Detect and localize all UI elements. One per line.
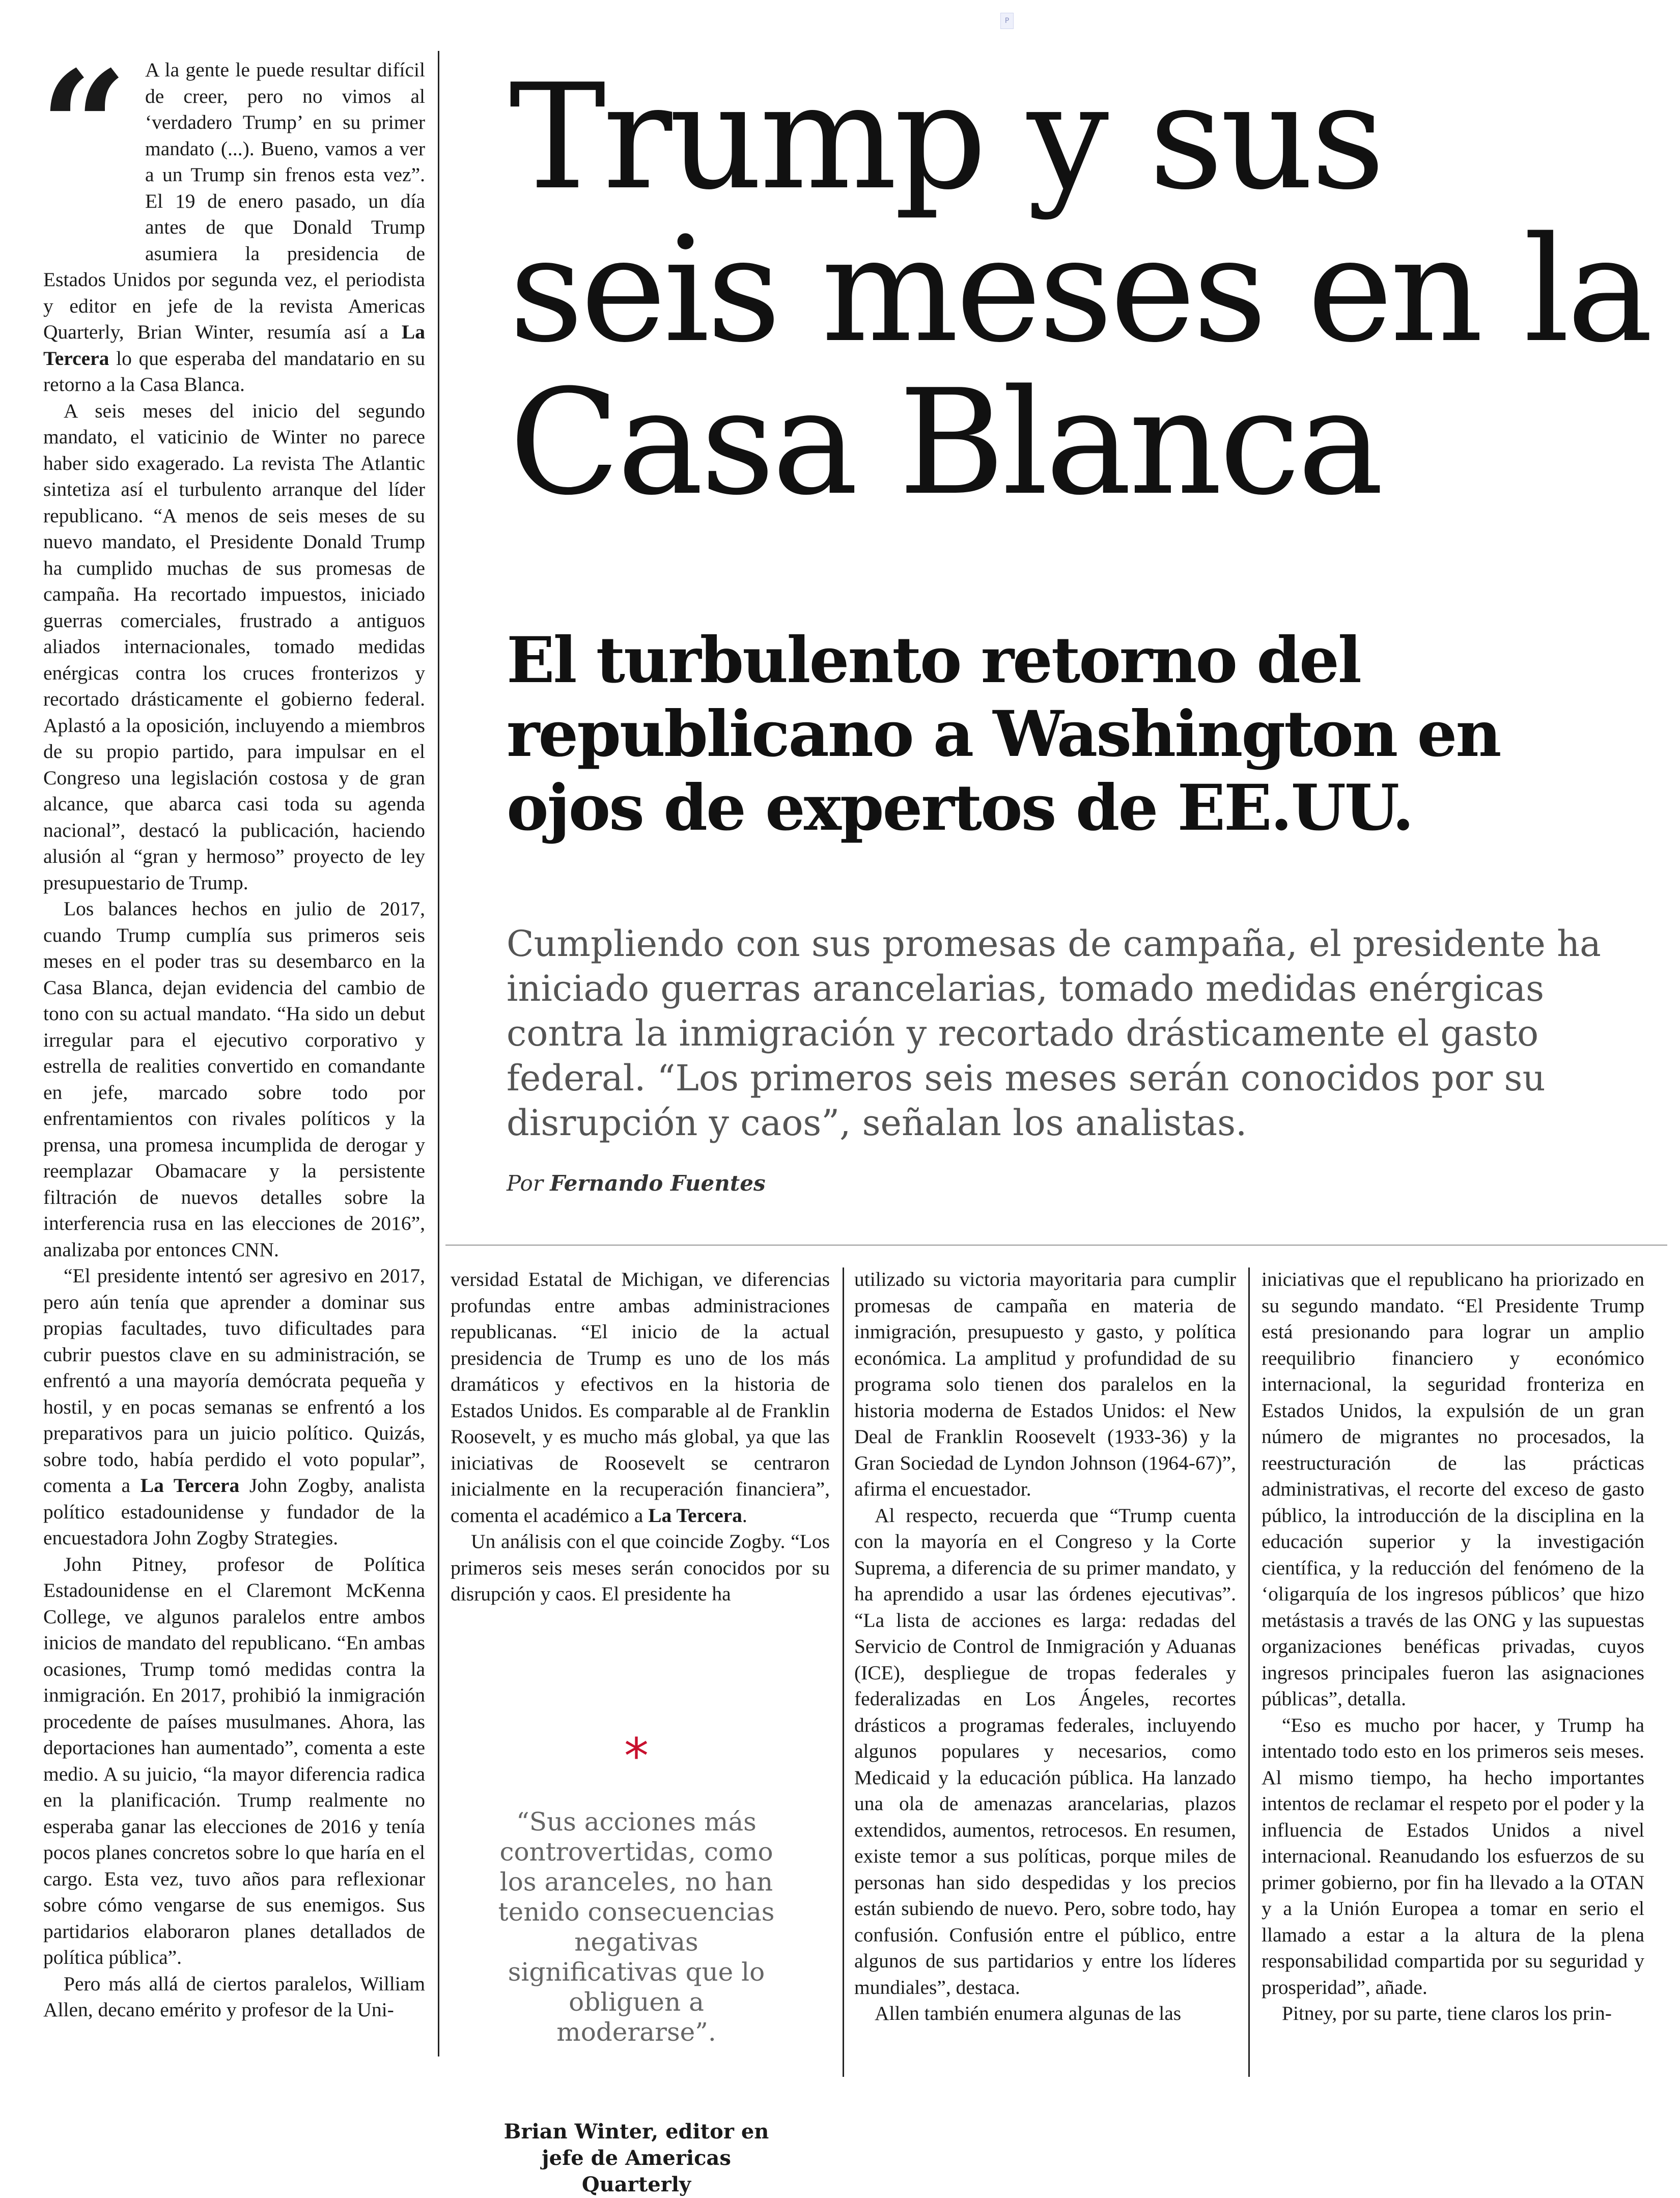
headline-title: Trump y sus seis meses en la Casa Blanca [509,53,1650,527]
text-run: “El presidente intentó ser agresivo en 2017, pero aún tenía que aprender a dominar sus propias facultades, tuvo dificultades para cubrir puestos clave en su administración, se enfrentó a una mayoría demócrata pequeña y hostil, y en pocas semanas se enfrentó a los preparativos para un juicio político. Quizás, sobre todo, había perdido el voto popular”, comenta a [43,1264,425,1497]
paragraph [451,1266,830,1529]
headline-subtitle: El turbulento retorno del republicano a Washington en ojos de expertos de EE.UU. [507,624,1500,845]
lede-paragraph: Cumpliendo con sus promesas de campaña, el presidente ha iniciado guerras arancelarias, tomado medidas enérgicas contra la inmigración y recortado drásticamente el gasto federal. “Los primeros seis meses serán conocidos por su disrupción y caos”, señalan los analistas. [507,923,1601,1144]
column-3 [854,1266,1236,2027]
byline [507,1171,766,1196]
publication-name: La Tercera [140,1474,240,1497]
byline-prefix: Por [507,1171,543,1196]
text-run: John Zogby, analista político estadounidense y fundador de la encuestadora John Zogby Strategies. [43,1474,425,1549]
pull-quote [491,1728,781,2198]
paragraph: John Pitney, profesor de Política Estadounidense en el Claremont McKenna College, ve algunos paralelos entre ambos inicios de mandato del republicano. “En ambas ocasiones, Trump tomó medidas contra la inmigración. En 2017, prohibió la inmigración procedente de países musulmanes. Ahora, las deportaciones han aumentado”, comenta a este medio. A su juicio, “la mayor diferencia radica en la planificación. Trump realmente no esperaba ganar las elecciones de 2016 y tenía pocos planes concretos sobre lo que haría en el cargo. Esta vez, tuvo años para reflexionar sobre cómo vengarse de sus enemigos. Sus partidarios elaboraron planes detallados de política pública”. [43,1553,425,1968]
pull-quote-attribution: Brian Winter, editor en jefe de Americas Quarterly [503,2120,769,2196]
paragraph: Un análisis con el que coincide Zogby. “Los primeros seis meses serán conocidos por su disrupción y caos. El presidente ha [451,1530,830,1605]
page-marker-icon: P [1000,13,1014,29]
text-run: . [742,1504,747,1527]
asterisk-icon: * [624,1728,649,1785]
paragraph: A seis meses del inicio del segundo mandato, el vaticinio de Winter no parece haber sido exagerado. La revista The Atlantic sintetiza así el turbulento arranque del líder republicano. “A menos de seis meses de su nuevo mandato, el Presidente Donald Trump ha cumplido muchas de sus promesas de campaña. Ha recortado impuestos, iniciado guerras comerciales, frustrado a antiguos aliados internacionales, tomado medidas enérgicas contra los cruces fronterizos y recortado drásticamente el gobierno federal. Aplastó a la oposición, incluyendo a miembros de su propio partido, para impulsar en el Congreso una legislación costosa y de gran alcance, que abarca casi toda su agenda nacional”, destacó la publicación, haciendo alusión al “gran y hermoso” proyecto de ley presupuestario de Trump. [43,399,425,894]
section-divider [445,1245,1667,1246]
paragraph: “Eso es mucho por hacer, y Trump ha intentado todo esto en los primeros seis meses. Al mismo tiempo, ha hecho importantes intentos de reclamar el respeto por el poder y la influencia de Estados Unidos a nivel internacional. Reanudando los esfuerzos de su primer gobierno, por fin ha llevado a la OTAN y a la Unión Europea a tomar en serio el llamado a estar a la altura de la plena responsabilidad compartida por su seguridad y prosperidad”, añade. [1262,1713,1644,1998]
paragraph [43,57,425,398]
column-1 [43,57,425,2023]
opening-quote-mark: “ [40,37,128,217]
column-divider [438,51,439,2056]
column-divider [843,1267,844,2077]
paragraph: Allen también enumera algunas de las [875,2002,1182,2024]
paragraph: utilizado su victoria mayoritaria para cumplir promesas de campaña en materia de inmigración, presupuesto y gasto, y política económica. La amplitud y profundidad de su programa solo tienen dos paralelos en la historia moderna de Estados Unidos: el New Deal de Franklin Roosevelt (1933-36) y la Gran Sociedad de Lyndon Johnson (1964-67)”, afirma el encuestador. [854,1268,1236,1500]
text-run: lo que esperaba del mandatario en su retorno a la Casa Blanca. [43,347,425,396]
paragraph: Al respecto, recuerda que “Trump cuenta con la mayoría en el Congreso y la Corte Suprema, a diferencia de su primer mandato, y ha aprendido a usar las órdenes ejecutivas”. “La lista de acciones es larga: redadas del Servicio de Control de Inmigración y Aduanas (ICE), despliegue de tropas federales y federalizadas en Los Ángeles, recortes drásticos a programas federales, incluyendo algunos populares y necesarios, como Medicaid y la educación pública. Ha lanzado una ola de amenazas arancelarias, plazos extendidos, aumentos, retrocesos. En resumen, existe temor a sus políticas, porque miles de personas han sido despedidas y los precios están subiendo de nuevo. Pero, sobre todo, hay confusión. Confusión entre el público, entre algunos de sus partidarios y entre los líderes mundiales”, destaca. [854,1504,1236,1998]
quote-spacer [43,57,145,261]
column-2 [451,1266,830,1608]
text-run: versidad Estatal de Michigan, ve diferencias profundas entre ambas administraciones republicanas. “El inicio de la actual presidencia de Trump es uno de los más dramáticos y efectivos en la historia de Estados Unidos. Es comparable al de Franklin Roosevelt, y es mucho más global, ya que las iniciativas de Roosevelt se centraron inicialmente en la recuperación financiera”, comenta el académico a [451,1268,830,1527]
column-4 [1262,1266,1644,2027]
byline-author: Fernando Fuentes [550,1171,766,1196]
publication-name: La Tercera [43,321,425,370]
column-divider [1248,1267,1250,2077]
paragraph: iniciativas que el republicano ha priorizado en su segundo mandato. “El Presidente Trump está presionando para lograr un amplio reequilibrio financiero y económico internacional, la seguridad fronteriza en Estados Unidos, la expulsión de un gran número de migrantes no procesados, la reestructuración de las prácticas administrativas, el recorte del exceso de gasto público, la introducción de la disciplina en la educación superior y la investigación científica, y la reducción del fenómeno de la ‘oligarquía de los ingresos públicos’ que hizo metástasis a través de las ONG y las supuestas organizaciones benéficas privadas, cuyos ingresos principales fueron las asignaciones públicas”, detalla. [1262,1268,1644,1710]
paragraph: Los balances hechos en julio de 2017, cuando Trump cumplía sus primeros seis meses en el poder tras su desembarco en la Casa Blanca, dejan evidencia del cambio de tono con su actual mandato. “Ha sido un debut irregular para el ejecutivo corporativo y estrella de realities convertido en comandante en jefe, marcado sobre todo por enfrentamientos con rivales políticos y la prensa, una promesa incumplida de derogar y reemplazar Obamacare y la persistente filtración de nuevos detalles sobre la interferencia rusa en las elecciones de 2016”, analizaba por entonces CNN. [43,897,425,1261]
publication-name: La Tercera [648,1504,742,1527]
text-run: A la gente le puede resultar difícil de creer, pero no vimos al ‘verdadero Trump’ en su primer mandato (...). Bueno, vamos a ver a un Trump sin frenos esta vez”. El 19 de enero pasado, un día antes de que Donald Trump asumiera la presidencia de Estados Unidos por segunda vez, el periodista y editor en jefe de la revista Americas Quarterly, Brian Winter, resumía así a [43,59,425,343]
pull-quote-text: “Sus acciones más controvertidas, como los aranceles, no han tenido consecuencias negativas significativas que lo obliguen a moderarse”. [498,1807,775,2047]
paragraph [43,1263,425,1552]
paragraph: Pero más allá de ciertos paralelos, William Allen, decano emérito y profesor de la Uni- [43,1972,425,2021]
paragraph: Pitney, por su parte, tiene claros los prin- [1282,2002,1612,2024]
